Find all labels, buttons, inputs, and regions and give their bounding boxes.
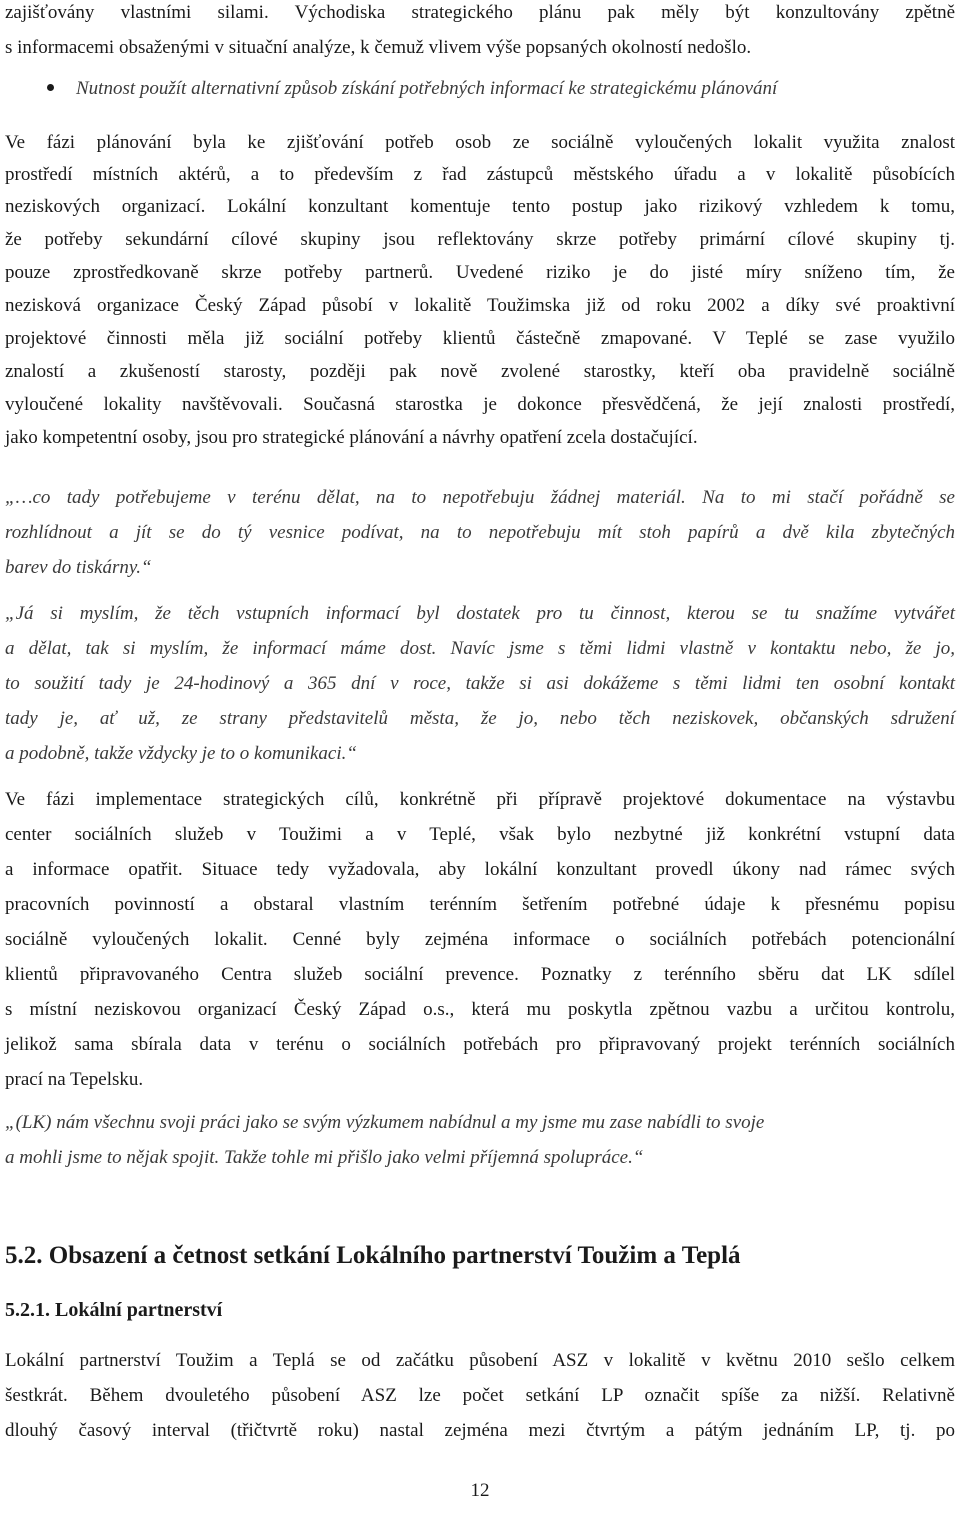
text-line: Lokální partnerství Toužim a Teplá se od začátku působení ASZ v lokalitě v květnu 2010 sešlo celkem	[5, 1350, 955, 1371]
bullet-item: Nutnost použít alternativní způsob získání potřebných informací ke strategickému plánování	[76, 78, 778, 99]
text-line: neziskových organizací. Lokální konzultant komentuje tento postup jako rizikový vzhledem k tomu,	[5, 196, 955, 217]
quote-line: „(LK) nám všechnu svoji práci jako se svým výzkumem nabídnul a my jsme mu zase nabídli to svoje	[5, 1112, 765, 1133]
text-line: šestkrát. Během dvouletého působení ASZ lze počet setkání LP označit spíše za nižší. Relativně	[5, 1385, 955, 1406]
text-line: znalostí a zkušeností starosty, později pak nově zvolené starostky, kteří oba pravidelně sociálně	[5, 361, 955, 382]
text-line: pracovních povinností a obstaral vlastním terénním šetřením potřebné údaje k přesnému popisu	[5, 894, 955, 915]
text-line: pouze zprostředkovaně skrze potřeby partnerů. Uvedené riziko je do jisté míry sníženo tím, že	[5, 262, 955, 283]
text-line: nezisková organizace Český Západ působí v lokalitě Toužimska již od roku 2002 a díky své proaktivní	[5, 295, 955, 316]
page-number: 12	[470, 1480, 490, 1501]
text-line: a informace opatřit. Situace tedy vyžadovala, aby lokální konzultant provedl úkony nad rámec svých	[5, 859, 955, 880]
text-line: Ve fázi plánování byla ke zjišťování potřeb osob ze sociálně vyloučených lokalit využita znalost	[5, 132, 955, 153]
quote-line: „…co tady potřebujeme v terénu dělat, na to nepotřebuju žádnej materiál. Na to mi stačí pořádně se	[5, 487, 955, 508]
quote-line: „Já si myslím, že těch vstupních informací byl dostatek pro tu činnost, kterou se tu snažíme vytvářet	[5, 603, 955, 624]
quote-line: barev do tiskárny.“	[5, 557, 152, 578]
text-line: prostředí místních aktérů, a to především z řad zástupců městského úřadu a v lokalitě působících	[5, 164, 955, 185]
quote-line: to soužití tady je 24-hodinový a 365 dní v roce, takže si asi dokážeme s těmi lidmi ten osobní kontakt	[5, 673, 955, 694]
section-heading: 5.2. Obsazení a četnost setkání Lokálního partnerství Toužim a Teplá	[5, 1242, 741, 1269]
text-line: projektové činnosti měla již sociální potřeby klientů částečně zmapované. V Teplé se zase využilo	[5, 328, 955, 349]
text-line: jako kompetentní osoby, jsou pro strategické plánování a návrhy opatření zcela dostačující.	[5, 427, 698, 448]
text-line: prací na Tepelsku.	[5, 1069, 144, 1090]
text-line: sociálně vyloučených lokalit. Cenné byly zejména informace o sociálních potřebách potencionální	[5, 929, 955, 950]
quote-line: a podobně, takže vždycky je to o komunikaci.“	[5, 743, 357, 764]
text-line: center sociálních služeb v Toužimi a v Teplé, však bylo nezbytné již konkrétní vstupní data	[5, 824, 955, 845]
text-line: dlouhý časový interval (třičtvrtě roku) nastal zejména mezi čtvrtým a pátým jednáním LP, tj. po	[5, 1420, 955, 1441]
text-line: s místní neziskovou organizací Český Západ o.s., která mu poskytla zpětnou vazbu a určitou kontrolu,	[5, 999, 955, 1020]
text-line: Ve fázi implementace strategických cílů, konkrétně při přípravě projektové dokumentace na výstavbu	[5, 789, 955, 810]
text-line: že potřeby sekundární cílové skupiny jsou reflektovány skrze potřeby primární cílové skupiny tj.	[5, 229, 955, 250]
text-line: zajišťovány vlastními silami. Východiska strategického plánu pak měly být konzultovány zpětně	[5, 2, 955, 23]
text-line: jelikož sama sbírala data v terénu o sociálních potřebách pro připravovaný projekt terénních sociálních	[5, 1034, 955, 1055]
text-line: klientů připravovaného Centra služeb sociální prevence. Poznatky z terénního sběru dat LK sdílel	[5, 964, 955, 985]
quote-line: a mohli jsme to nějak spojit. Takže tohle mi přišlo jako velmi příjemná spolupráce.“	[5, 1147, 644, 1168]
quote-line: tady je, ať už, ze strany představitelů města, že jo, nebo těch neziskovek, občanských sdružení	[5, 708, 955, 729]
subsection-heading: 5.2.1. Lokální partnerství	[5, 1299, 223, 1321]
bullet-icon	[47, 84, 54, 91]
text-line: s informacemi obsaženými v situační analýze, k čemuž vlivem výše popsaných okolností nedošlo.	[5, 37, 752, 58]
text-line: vyloučené lokality navštěvovali. Současná starostka je dokonce přesvědčená, že její znalosti prostředí,	[5, 394, 955, 415]
quote-line: rozhlídnout a jít se do tý vesnice podívat, na to nepotřebuju mít stoh papírů a dvě kila zbytečných	[5, 522, 955, 543]
quote-line: a dělat, tak si myslím, že informací máme dost. Navíc jsme s těmi lidmi vlastně v kontaktu nebo, že jo,	[5, 638, 955, 659]
